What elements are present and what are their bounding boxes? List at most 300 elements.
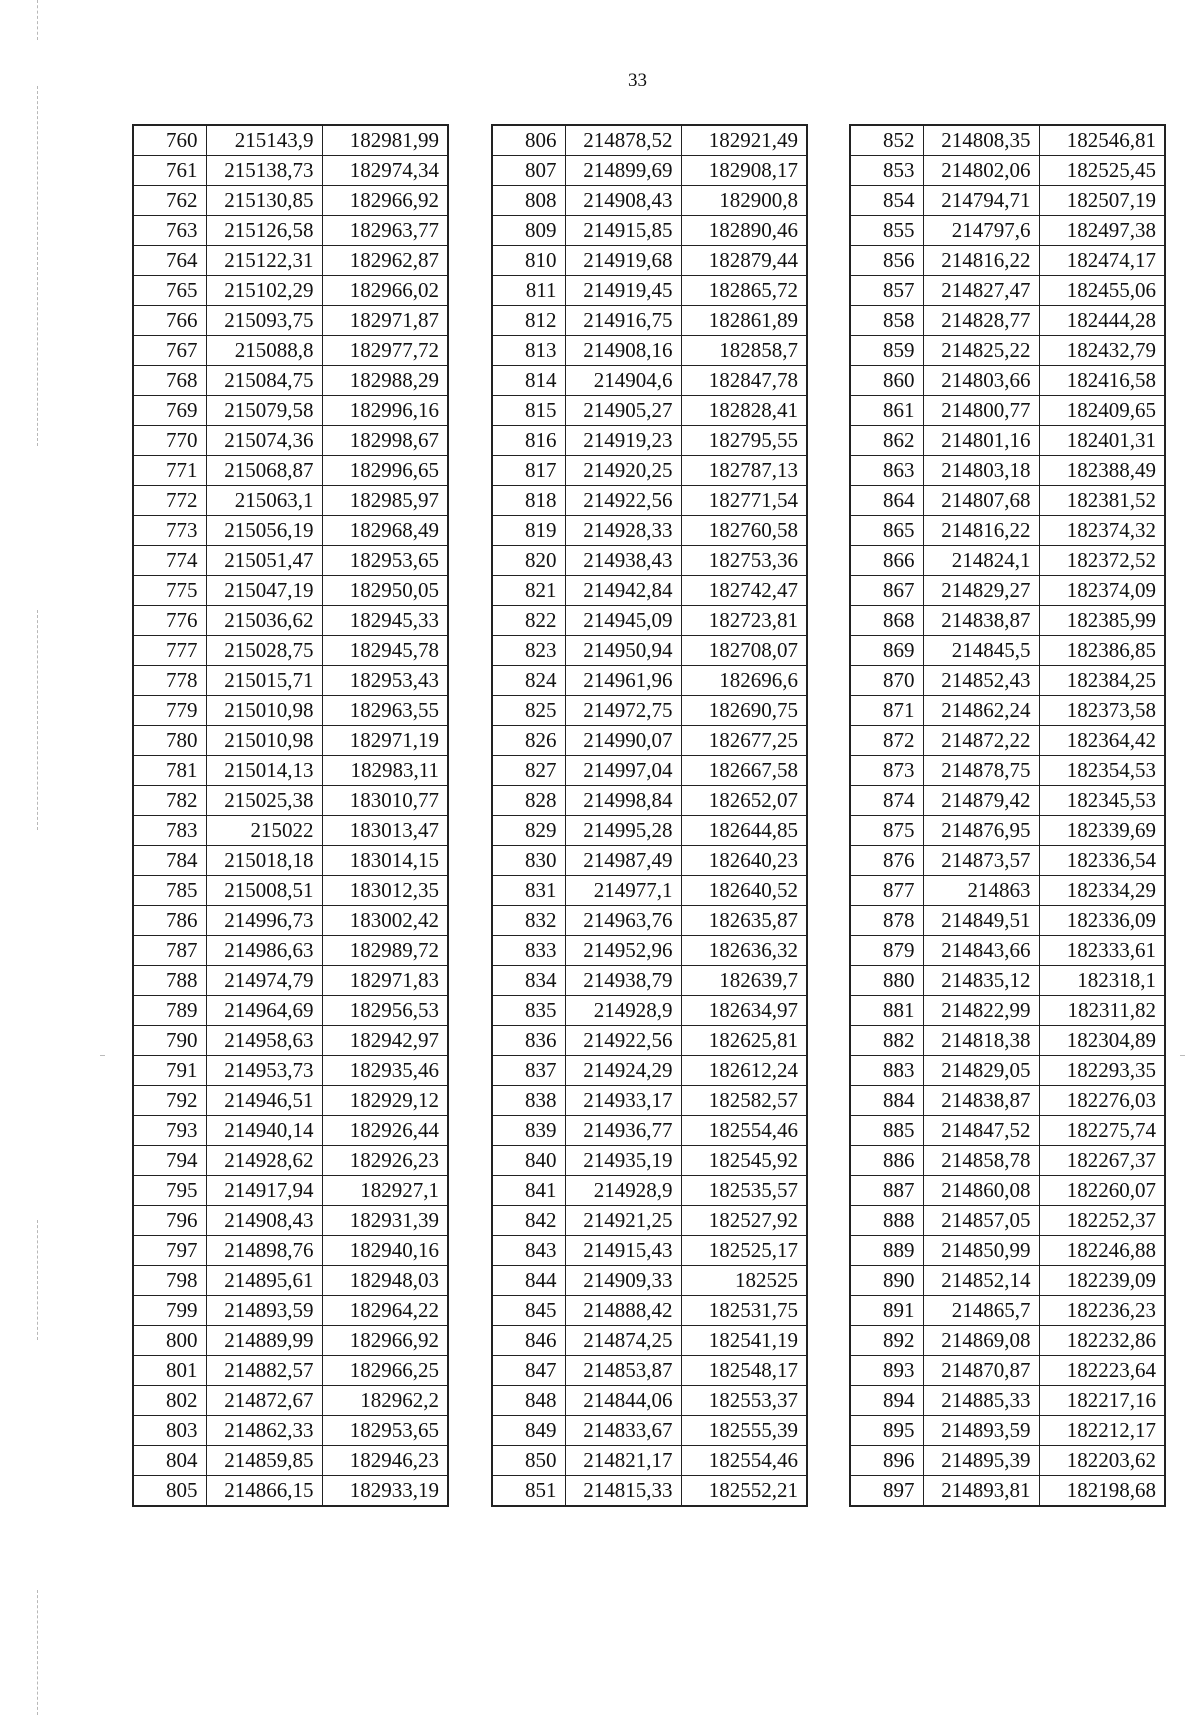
table-row [850,186,1165,216]
y-coordinate-cell: 182401,31 [1039,426,1165,456]
y-coordinate-cell: 182432,79 [1039,336,1165,366]
y-coordinate-cell: 183002,42 [322,906,448,936]
x-coordinate-cell: 214998,84 [565,786,681,816]
point-number-cell: 890 [850,1266,923,1296]
x-coordinate-cell: 215008,51 [206,876,322,906]
y-coordinate-cell: 182535,57 [681,1176,807,1206]
y-coordinate-cell: 182531,75 [681,1296,807,1326]
point-number-cell: 766 [133,306,206,336]
point-number-cell: 835 [492,996,565,1026]
x-coordinate-cell: 214938,43 [565,546,681,576]
x-coordinate-cell: 214870,87 [923,1356,1039,1386]
x-coordinate-cell: 214893,81 [923,1476,1039,1507]
y-coordinate-cell: 182644,85 [681,816,807,846]
x-coordinate-cell: 215010,98 [206,726,322,756]
table-row [850,1236,1165,1266]
y-coordinate-cell: 182260,07 [1039,1176,1165,1206]
x-coordinate-cell: 214878,75 [923,756,1039,786]
y-coordinate-cell: 182198,68 [1039,1476,1165,1507]
y-coordinate-cell: 182474,17 [1039,246,1165,276]
y-coordinate-cell: 182771,54 [681,486,807,516]
y-coordinate-cell: 182945,33 [322,606,448,636]
table-row [133,1446,448,1476]
point-number-cell: 815 [492,396,565,426]
point-number-cell: 887 [850,1176,923,1206]
x-coordinate-cell: 214882,57 [206,1356,322,1386]
point-number-cell: 792 [133,1086,206,1116]
y-coordinate-cell: 182333,61 [1039,936,1165,966]
table-row [850,1356,1165,1386]
x-coordinate-cell: 214876,95 [923,816,1039,846]
y-coordinate-cell: 182946,23 [322,1446,448,1476]
y-coordinate-cell: 182636,32 [681,936,807,966]
table-row [850,426,1165,456]
point-number-cell: 883 [850,1056,923,1086]
x-coordinate-cell: 214847,52 [923,1116,1039,1146]
point-number-cell: 826 [492,726,565,756]
point-number-cell: 803 [133,1416,206,1446]
table-row [492,366,807,396]
x-coordinate-cell: 214885,33 [923,1386,1039,1416]
x-coordinate-cell: 214859,85 [206,1446,322,1476]
table-row [850,576,1165,606]
y-coordinate-cell: 182942,97 [322,1026,448,1056]
y-coordinate-cell: 182879,44 [681,246,807,276]
y-coordinate-cell: 182525,45 [1039,156,1165,186]
point-number-cell: 787 [133,936,206,966]
table-row [492,606,807,636]
y-coordinate-cell: 182212,17 [1039,1416,1165,1446]
y-coordinate-cell: 182545,92 [681,1146,807,1176]
table-row [850,756,1165,786]
point-number-cell: 763 [133,216,206,246]
x-coordinate-cell: 215084,75 [206,366,322,396]
point-number-cell: 846 [492,1326,565,1356]
table-row [492,1026,807,1056]
point-number-cell: 859 [850,336,923,366]
x-coordinate-cell: 214908,16 [565,336,681,366]
point-number-cell: 858 [850,306,923,336]
y-coordinate-cell: 182334,29 [1039,876,1165,906]
table-row [133,786,448,816]
point-number-cell: 831 [492,876,565,906]
point-number-cell: 767 [133,336,206,366]
table-row [133,966,448,996]
y-coordinate-cell: 182381,52 [1039,486,1165,516]
point-number-cell: 850 [492,1446,565,1476]
table-row [492,125,807,156]
y-coordinate-cell: 182929,12 [322,1086,448,1116]
point-number-cell: 820 [492,546,565,576]
table-row [850,396,1165,426]
x-coordinate-cell: 214860,08 [923,1176,1039,1206]
x-coordinate-cell: 214803,18 [923,456,1039,486]
table-row [492,1416,807,1446]
point-number-cell: 813 [492,336,565,366]
x-coordinate-cell: 214964,69 [206,996,322,1026]
point-number-cell: 779 [133,696,206,726]
y-coordinate-cell: 182953,65 [322,1416,448,1446]
scan-edge-mark-upper [37,86,38,446]
point-number-cell: 842 [492,1206,565,1236]
point-number-cell: 772 [133,486,206,516]
point-number-cell: 897 [850,1476,923,1507]
point-number-cell: 783 [133,816,206,846]
table-row [492,906,807,936]
x-coordinate-cell: 214794,71 [923,186,1039,216]
x-coordinate-cell: 214895,39 [923,1446,1039,1476]
point-number-cell: 861 [850,396,923,426]
x-coordinate-cell: 214919,68 [565,246,681,276]
table-row [492,486,807,516]
point-number-cell: 862 [850,426,923,456]
y-coordinate-cell: 183010,77 [322,786,448,816]
table-row [850,1446,1165,1476]
point-number-cell: 881 [850,996,923,1026]
y-coordinate-cell: 182998,67 [322,426,448,456]
y-coordinate-cell: 182795,55 [681,426,807,456]
x-coordinate-cell: 215068,87 [206,456,322,486]
x-coordinate-cell: 214857,05 [923,1206,1039,1236]
point-number-cell: 762 [133,186,206,216]
table-row [133,1056,448,1086]
point-number-cell: 816 [492,426,565,456]
x-coordinate-cell: 214807,68 [923,486,1039,516]
y-coordinate-cell: 182339,69 [1039,816,1165,846]
x-coordinate-cell: 214852,14 [923,1266,1039,1296]
x-coordinate-cell: 214816,22 [923,516,1039,546]
point-number-cell: 845 [492,1296,565,1326]
point-number-cell: 856 [850,246,923,276]
point-number-cell: 871 [850,696,923,726]
y-coordinate-cell: 182966,02 [322,276,448,306]
x-coordinate-cell: 215010,98 [206,696,322,726]
x-coordinate-cell: 214972,75 [565,696,681,726]
y-coordinate-cell: 182760,58 [681,516,807,546]
x-coordinate-cell: 214816,22 [923,246,1039,276]
y-coordinate-cell: 182276,03 [1039,1086,1165,1116]
table-row [850,546,1165,576]
point-number-cell: 793 [133,1116,206,1146]
x-coordinate-cell: 215063,1 [206,486,322,516]
x-coordinate-cell: 214797,6 [923,216,1039,246]
table-row [850,816,1165,846]
y-coordinate-cell: 182963,77 [322,216,448,246]
x-coordinate-cell: 214849,51 [923,906,1039,936]
x-coordinate-cell: 214921,25 [565,1206,681,1236]
y-coordinate-cell: 182753,36 [681,546,807,576]
x-coordinate-cell: 214917,94 [206,1176,322,1206]
x-coordinate-cell: 214874,25 [565,1326,681,1356]
point-number-cell: 869 [850,636,923,666]
x-coordinate-cell: 214928,9 [565,996,681,1026]
x-coordinate-cell: 214922,56 [565,1026,681,1056]
point-number-cell: 778 [133,666,206,696]
x-coordinate-cell: 214801,16 [923,426,1039,456]
x-coordinate-cell: 214904,6 [565,366,681,396]
point-number-cell: 823 [492,636,565,666]
x-coordinate-cell: 215014,13 [206,756,322,786]
x-coordinate-cell: 214950,94 [565,636,681,666]
point-number-cell: 806 [492,125,565,156]
y-coordinate-cell: 182996,16 [322,396,448,426]
point-number-cell: 877 [850,876,923,906]
table-row [492,336,807,366]
table-row [492,1236,807,1266]
table-row [492,1086,807,1116]
table-row [133,696,448,726]
y-coordinate-cell: 182388,49 [1039,456,1165,486]
y-coordinate-cell: 182948,03 [322,1266,448,1296]
table-row [850,666,1165,696]
table-row [850,1146,1165,1176]
y-coordinate-cell: 182926,23 [322,1146,448,1176]
point-number-cell: 879 [850,936,923,966]
x-coordinate-cell: 214952,96 [565,936,681,966]
x-coordinate-cell: 214922,56 [565,486,681,516]
x-coordinate-cell: 214946,51 [206,1086,322,1116]
point-number-cell: 771 [133,456,206,486]
y-coordinate-cell: 182374,32 [1039,516,1165,546]
point-number-cell: 775 [133,576,206,606]
scan-tick-right [1180,1055,1185,1056]
point-number-cell: 807 [492,156,565,186]
table-row [492,156,807,186]
table-row [133,1356,448,1386]
table-row [133,906,448,936]
x-coordinate-cell: 214899,69 [565,156,681,186]
point-number-cell: 892 [850,1326,923,1356]
table-row [850,246,1165,276]
x-coordinate-cell: 214872,22 [923,726,1039,756]
point-number-cell: 810 [492,246,565,276]
point-number-cell: 832 [492,906,565,936]
y-coordinate-cell: 182858,7 [681,336,807,366]
table-row [492,456,807,486]
table-row [492,1326,807,1356]
table-row [850,125,1165,156]
y-coordinate-cell: 182962,2 [322,1386,448,1416]
table-row [492,1386,807,1416]
table-row [492,756,807,786]
table-row [133,125,448,156]
x-coordinate-cell: 214908,43 [206,1206,322,1236]
y-coordinate-cell: 182971,19 [322,726,448,756]
coordinates-table-2 [491,124,808,1507]
y-coordinate-cell: 182275,74 [1039,1116,1165,1146]
x-coordinate-cell: 214827,47 [923,276,1039,306]
point-number-cell: 876 [850,846,923,876]
y-coordinate-cell: 182354,53 [1039,756,1165,786]
point-number-cell: 882 [850,1026,923,1056]
y-coordinate-cell: 182455,06 [1039,276,1165,306]
y-coordinate-cell: 182364,42 [1039,726,1165,756]
table-row [850,516,1165,546]
point-number-cell: 765 [133,276,206,306]
y-coordinate-cell: 182847,78 [681,366,807,396]
table-row [850,726,1165,756]
point-number-cell: 769 [133,396,206,426]
table-row [492,1146,807,1176]
point-number-cell: 895 [850,1416,923,1446]
y-coordinate-cell: 182940,16 [322,1236,448,1266]
x-coordinate-cell: 214928,9 [565,1176,681,1206]
point-number-cell: 896 [850,1446,923,1476]
table-row [492,996,807,1026]
y-coordinate-cell: 182988,29 [322,366,448,396]
y-coordinate-cell: 182639,7 [681,966,807,996]
table-row [133,1086,448,1116]
y-coordinate-cell: 182900,8 [681,186,807,216]
x-coordinate-cell: 214990,07 [565,726,681,756]
table-row [850,1326,1165,1356]
point-number-cell: 841 [492,1176,565,1206]
point-number-cell: 809 [492,216,565,246]
x-coordinate-cell: 215028,75 [206,636,322,666]
table-row [492,396,807,426]
y-coordinate-cell: 182966,25 [322,1356,448,1386]
table-row [133,546,448,576]
y-coordinate-cell: 182971,83 [322,966,448,996]
table-row [492,576,807,606]
y-coordinate-cell: 182386,85 [1039,636,1165,666]
point-number-cell: 781 [133,756,206,786]
y-coordinate-cell: 182723,81 [681,606,807,636]
table-row [492,1296,807,1326]
x-coordinate-cell: 214829,05 [923,1056,1039,1086]
x-coordinate-cell: 215130,85 [206,186,322,216]
x-coordinate-cell: 214800,77 [923,396,1039,426]
point-number-cell: 849 [492,1416,565,1446]
table-row [133,756,448,786]
x-coordinate-cell: 214974,79 [206,966,322,996]
table-row [133,846,448,876]
scan-edge-mark-bottom [37,1590,38,1715]
y-coordinate-cell: 182977,72 [322,336,448,366]
x-coordinate-cell: 214963,76 [565,906,681,936]
y-coordinate-cell: 182996,65 [322,456,448,486]
point-number-cell: 880 [850,966,923,996]
point-number-cell: 774 [133,546,206,576]
y-coordinate-cell: 182652,07 [681,786,807,816]
point-number-cell: 828 [492,786,565,816]
point-number-cell: 891 [850,1296,923,1326]
x-coordinate-cell: 215074,36 [206,426,322,456]
point-number-cell: 773 [133,516,206,546]
x-coordinate-cell: 214938,79 [565,966,681,996]
table-row [850,1476,1165,1507]
y-coordinate-cell: 182384,25 [1039,666,1165,696]
table-row [850,456,1165,486]
x-coordinate-cell: 214940,14 [206,1116,322,1146]
y-coordinate-cell: 182927,1 [322,1176,448,1206]
x-coordinate-cell: 214869,08 [923,1326,1039,1356]
point-number-cell: 825 [492,696,565,726]
point-number-cell: 853 [850,156,923,186]
table-row [492,1446,807,1476]
table-row [133,876,448,906]
x-coordinate-cell: 214936,77 [565,1116,681,1146]
x-coordinate-cell: 214909,33 [565,1266,681,1296]
y-coordinate-cell: 182787,13 [681,456,807,486]
y-coordinate-cell: 182974,34 [322,156,448,186]
x-coordinate-cell: 215143,9 [206,125,322,156]
table-row [492,876,807,906]
point-number-cell: 796 [133,1206,206,1236]
y-coordinate-cell: 182612,24 [681,1056,807,1086]
table-row [850,486,1165,516]
table-row [850,1116,1165,1146]
point-number-cell: 851 [492,1476,565,1507]
x-coordinate-cell: 214997,04 [565,756,681,786]
x-coordinate-cell: 214987,49 [565,846,681,876]
table-row [133,1146,448,1176]
point-number-cell: 874 [850,786,923,816]
table-row [133,1266,448,1296]
point-number-cell: 894 [850,1386,923,1416]
table-row [133,1236,448,1266]
x-coordinate-cell: 214852,43 [923,666,1039,696]
point-number-cell: 867 [850,576,923,606]
y-coordinate-cell: 182953,65 [322,546,448,576]
table-row [492,726,807,756]
x-coordinate-cell: 215036,62 [206,606,322,636]
x-coordinate-cell: 214843,66 [923,936,1039,966]
point-number-cell: 843 [492,1236,565,1266]
y-coordinate-cell: 182935,46 [322,1056,448,1086]
table-row [133,456,448,486]
table-row [133,516,448,546]
table-row [492,216,807,246]
y-coordinate-cell: 183012,35 [322,876,448,906]
y-coordinate-cell: 182232,86 [1039,1326,1165,1356]
y-coordinate-cell: 182252,37 [1039,1206,1165,1236]
point-number-cell: 829 [492,816,565,846]
x-coordinate-cell: 214889,99 [206,1326,322,1356]
y-coordinate-cell: 182921,49 [681,125,807,156]
point-number-cell: 808 [492,186,565,216]
table-row [850,1026,1165,1056]
point-number-cell: 875 [850,816,923,846]
x-coordinate-cell: 214858,78 [923,1146,1039,1176]
y-coordinate-cell: 182304,89 [1039,1026,1165,1056]
point-number-cell: 814 [492,366,565,396]
page-number: 33 [628,70,647,91]
table-row [850,606,1165,636]
x-coordinate-cell: 214862,24 [923,696,1039,726]
table-row [492,1176,807,1206]
table-row [492,1116,807,1146]
x-coordinate-cell: 214898,76 [206,1236,322,1266]
point-number-cell: 794 [133,1146,206,1176]
x-coordinate-cell: 214873,57 [923,846,1039,876]
table-row [133,1296,448,1326]
table-row [850,1266,1165,1296]
y-coordinate-cell: 182696,6 [681,666,807,696]
point-number-cell: 860 [850,366,923,396]
table-row [133,366,448,396]
y-coordinate-cell: 182546,81 [1039,125,1165,156]
y-coordinate-cell: 182926,44 [322,1116,448,1146]
table-row [850,216,1165,246]
y-coordinate-cell: 182552,21 [681,1476,807,1507]
point-number-cell: 852 [850,125,923,156]
table-row [133,186,448,216]
y-coordinate-cell: 182989,72 [322,936,448,966]
x-coordinate-cell: 214895,61 [206,1266,322,1296]
x-coordinate-cell: 214825,22 [923,336,1039,366]
table-row [492,936,807,966]
